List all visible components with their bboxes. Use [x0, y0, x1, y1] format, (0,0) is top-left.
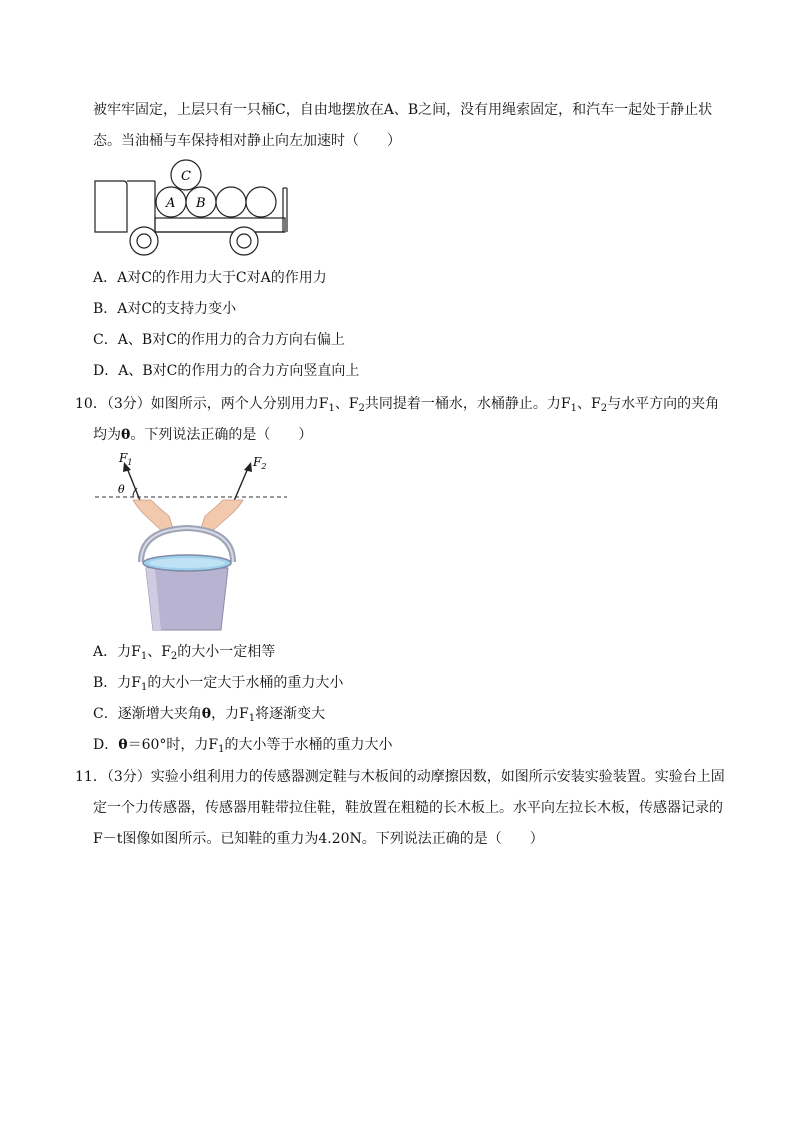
barrel-a-label: A: [166, 196, 176, 211]
barrel-c-label: C: [181, 169, 191, 184]
truck-barrels-figure: [93, 158, 303, 258]
q9-option-d: D．A、B对C的作用力的合力方向竖直向上: [93, 363, 360, 379]
barrel-b-label: B: [196, 196, 206, 211]
theta-label: θ: [118, 483, 125, 496]
q9-option-c: C．A、B对C的作用力的合力方向右偏上: [93, 332, 345, 348]
q10-option-b: B．力$F_1$的大小一定大于水桶的重力大小: [93, 675, 344, 693]
q10-option-d: D．θ＝60°时，力$F_1$的大小等于水桶的重力大小: [93, 737, 393, 755]
q9-option-a: A．A对C的作用力大于C对A的作用力: [93, 270, 327, 286]
f1-label: $F_1$: [119, 451, 133, 467]
q11-stem-line-2: 定一个力传感器，传感器用鞋带拉住鞋，鞋放置在粗糙的长木板上。水平向左拉长木板，传感器记录的: [93, 800, 723, 816]
q11-stem-line-3: F－t图像如图所示。已知鞋的重力为4.20N。下列说法正确的是（ ）: [93, 831, 544, 847]
q11-stem-line-1: 11．（3分）实验小组利用力的传感器测定鞋与木板间的动摩擦因数，如图所示安装实验装置。实验台上固: [75, 769, 725, 785]
q10-option-a: A．力$F_1$、$F_2$的大小一定相等: [93, 644, 276, 662]
q10-stem-line-1: 10．（3分）如图所示，两个人分别用力$F_1$、$F_2$共同提着一桶水，水桶静止。力$F_1$、$F_2$与水平方向的夹角: [75, 396, 720, 414]
q9-option-b: B．A对C的支持力变小: [93, 301, 237, 317]
q9-stem-line-2: 态。当油桶与车保持相对静止向左加速时（ ）: [93, 133, 401, 149]
q9-stem-line-1: 被牢牢固定，上层只有一只桶C，自由地摆放在A、B之间，没有用绳索固定，和汽车一起处于静止状: [93, 102, 713, 118]
bucket-forces-figure: [93, 450, 293, 635]
f2-label: $F_2$: [253, 455, 267, 471]
q10-option-c: C．逐渐增大夹角θ，力$F_1$将逐渐变大: [93, 706, 326, 724]
q10-stem-line-2: 均为θ。下列说法正确的是（ ）: [93, 427, 313, 443]
